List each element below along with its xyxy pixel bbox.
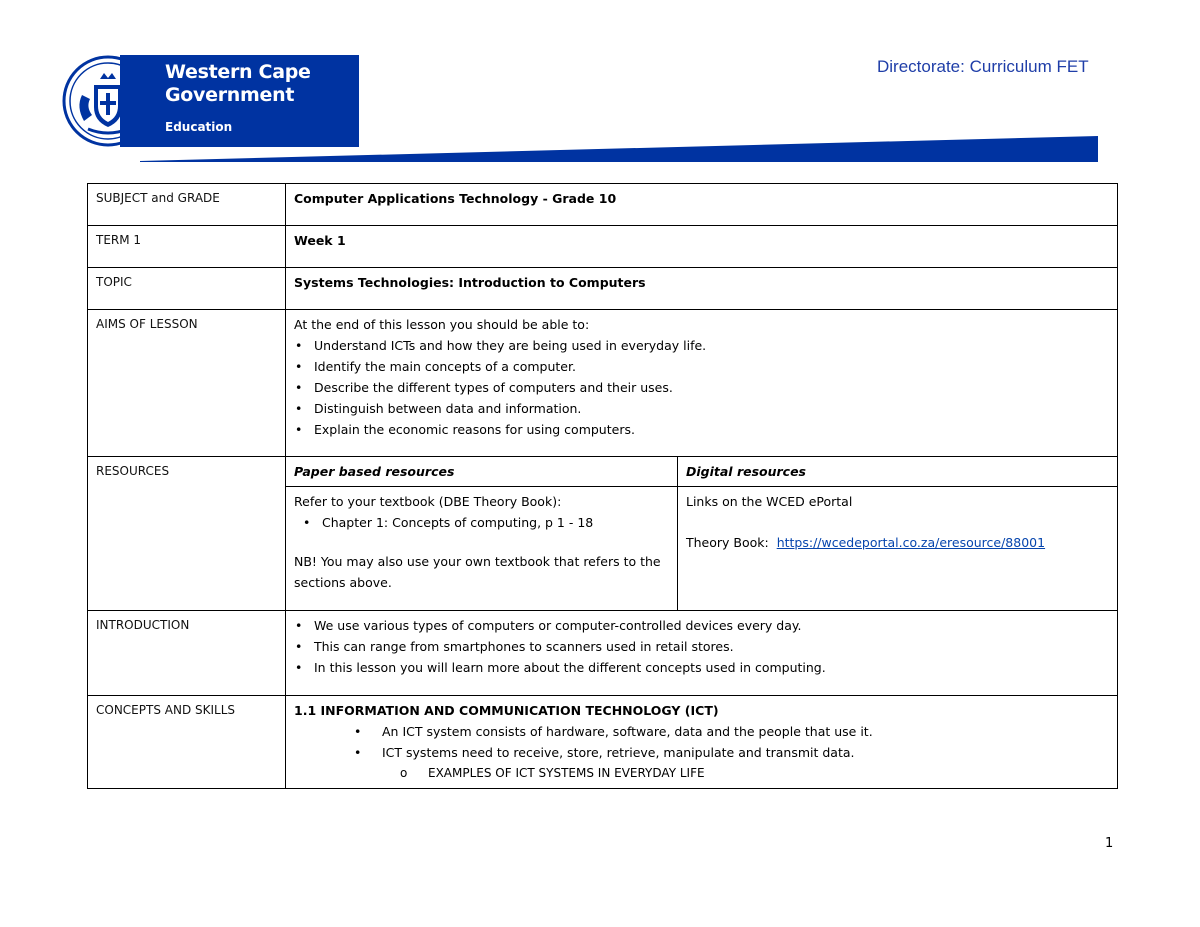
aims-item: • Identify the main concepts of a computer. bbox=[294, 356, 1109, 377]
aims-item: • Understand ICTs and how they are being used in everyday life. bbox=[294, 335, 1109, 356]
introduction-item: • We use various types of computers or computer-controlled devices every day. bbox=[294, 615, 1109, 636]
aims-label: AIMS OF LESSON bbox=[88, 310, 286, 457]
digital-heading: Digital resources bbox=[678, 457, 1118, 487]
subject-value: Computer Applications Technology - Grade 10 bbox=[286, 184, 1118, 226]
row-introduction bbox=[88, 611, 1118, 696]
subject-label: SUBJECT and GRADE bbox=[88, 184, 286, 226]
sub-bullet-marker: o bbox=[400, 766, 408, 780]
resources-label: RESOURCES bbox=[88, 457, 286, 611]
wcg-logo bbox=[62, 55, 359, 147]
row-topic bbox=[88, 268, 1118, 310]
digital-intro: Links on the WCED ePortal bbox=[686, 494, 853, 509]
aims-item: • Describe the different types of computers and their uses. bbox=[294, 377, 1109, 398]
concepts-item: • An ICT system consists of hardware, software, data and the people that use it. bbox=[354, 721, 1109, 742]
row-subject bbox=[88, 184, 1118, 226]
introduction-list bbox=[294, 615, 1109, 678]
paper-note: NB! You may also use your own textbook that refers to the sections above. bbox=[294, 554, 661, 590]
aims-item: • Explain the economic reasons for using computers. bbox=[294, 419, 1109, 440]
concepts-list bbox=[294, 721, 1109, 763]
concepts-item: • ICT systems need to receive, store, retrieve, manipulate and transmit data. bbox=[354, 742, 1109, 763]
paper-resources-cell bbox=[286, 487, 678, 611]
header-swoosh bbox=[140, 136, 1098, 162]
logo-line-3: Education bbox=[165, 120, 233, 134]
digital-resources-cell bbox=[678, 487, 1118, 611]
concepts-cell bbox=[286, 696, 1118, 789]
introduction-item: • In this lesson you will learn more about the different concepts used in computing. bbox=[294, 657, 1109, 678]
term-label: TERM 1 bbox=[88, 226, 286, 268]
logo-line-2: Government bbox=[165, 84, 295, 106]
paper-item: • Chapter 1: Concepts of computing, p 1 - 18 bbox=[302, 512, 669, 533]
aims-intro: At the end of this lesson you should be able to: bbox=[294, 317, 590, 332]
concepts-sub-text: EXAMPLES OF ICT SYSTEMS IN EVERYDAY LIFE bbox=[428, 766, 705, 780]
digital-label: Theory Book: bbox=[686, 535, 769, 550]
topic-label: TOPIC bbox=[88, 268, 286, 310]
page-number: 1 bbox=[1105, 836, 1114, 851]
row-resources-head bbox=[88, 457, 1118, 487]
row-concepts bbox=[88, 696, 1118, 789]
introduction-label: INTRODUCTION bbox=[88, 611, 286, 696]
term-value: Week 1 bbox=[286, 226, 1118, 268]
logo-text bbox=[165, 61, 311, 134]
row-term bbox=[88, 226, 1118, 268]
aims-item: • Distinguish between data and information. bbox=[294, 398, 1109, 419]
theory-book-link[interactable]: https://wcedeportal.co.za/eresource/88001 bbox=[776, 535, 1046, 550]
paper-intro: Refer to your textbook (DBE Theory Book): bbox=[294, 494, 562, 509]
directorate-title: Directorate: Curriculum FET bbox=[877, 57, 1089, 76]
topic-value: Systems Technologies: Introduction to Computers bbox=[286, 268, 1118, 310]
concepts-heading: 1.1 INFORMATION AND COMMUNICATION TECHNOLOGY (ICT) bbox=[294, 703, 719, 718]
row-aims bbox=[88, 310, 1118, 457]
digital-theory-book bbox=[686, 532, 1109, 553]
paper-heading: Paper based resources bbox=[286, 457, 678, 487]
paper-list bbox=[294, 512, 669, 533]
lesson-plan-table bbox=[87, 183, 1118, 789]
aims-list bbox=[294, 335, 1109, 440]
logo-line-1: Western Cape bbox=[165, 61, 311, 83]
introduction-cell bbox=[286, 611, 1118, 696]
concepts-label: CONCEPTS AND SKILLS bbox=[88, 696, 286, 789]
aims-cell bbox=[286, 310, 1118, 457]
concepts-subitem bbox=[294, 763, 1109, 784]
introduction-item: • This can range from smartphones to scanners used in retail stores. bbox=[294, 636, 1109, 657]
